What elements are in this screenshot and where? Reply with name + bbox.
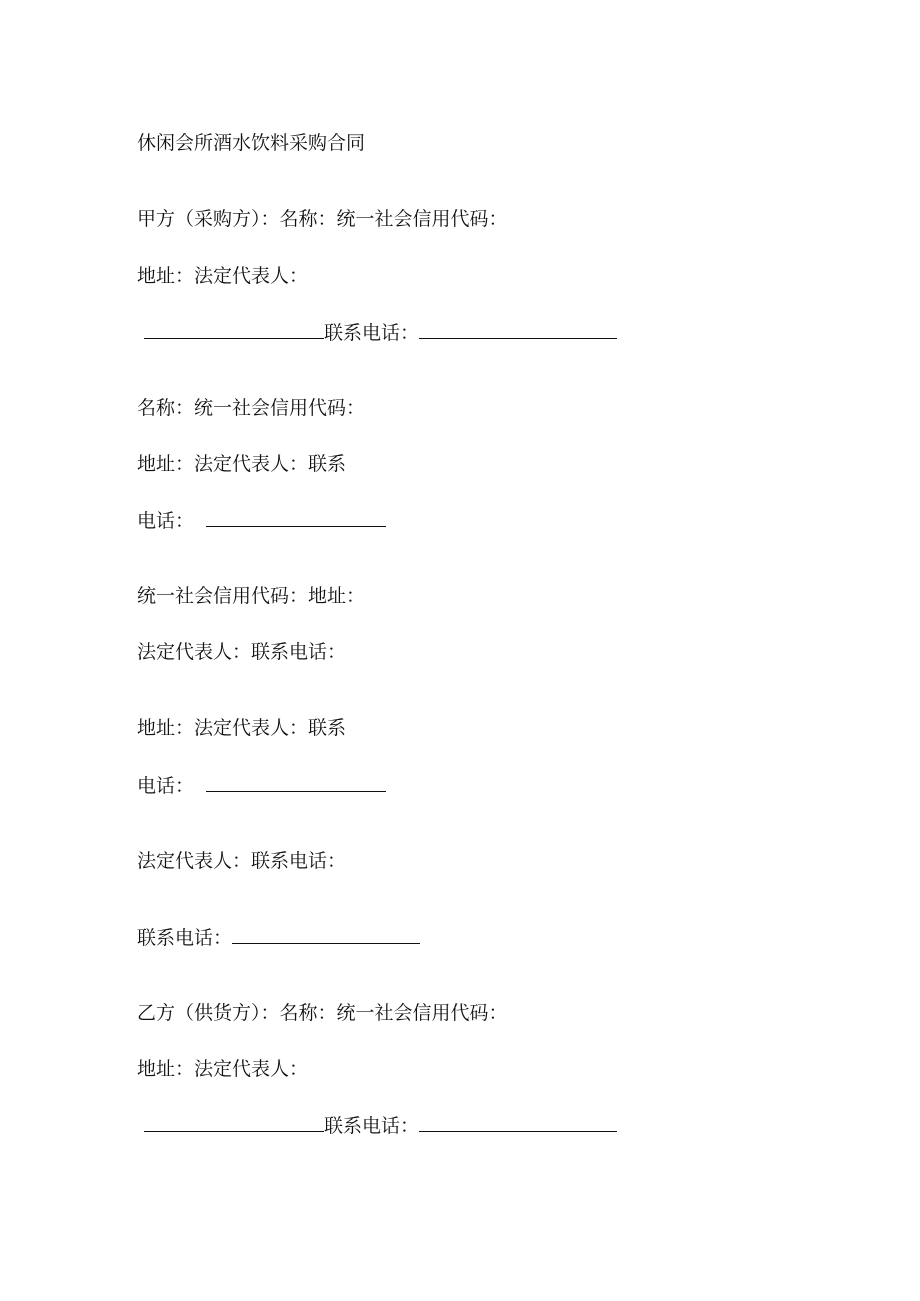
address-rep-contact-line: 地址：法定代表人：联系 — [137, 453, 347, 475]
party-b-heading: 乙方（供货方）：名称：统一社会信用代码： — [137, 1002, 508, 1024]
contact-phone-line — [137, 925, 420, 950]
blank-field — [419, 320, 617, 339]
contact-label: 联系电话： — [324, 322, 420, 344]
blank-field — [206, 508, 386, 527]
party-b-contact-line — [144, 1113, 617, 1138]
party-b-address-line: 地址：法定代表人： — [137, 1058, 309, 1080]
blank-field — [419, 1113, 617, 1132]
phone-label: 电话： — [137, 775, 195, 797]
phone-line-2 — [137, 773, 386, 798]
party-a-heading: 甲方（采购方）：名称：统一社会信用代码： — [137, 208, 508, 230]
contact-label: 联系电话： — [324, 1115, 420, 1137]
document-title: 休闲会所酒水饮料采购合同 — [137, 132, 366, 154]
name-credit-line: 名称：统一社会信用代码： — [137, 397, 366, 419]
address-rep-contact-line-2: 地址：法定代表人：联系 — [137, 717, 347, 739]
party-a-contact-line — [144, 320, 617, 345]
blank-field — [144, 1113, 324, 1132]
contact-phone-label: 联系电话： — [137, 927, 233, 949]
blank-field — [206, 773, 386, 792]
phone-line — [137, 508, 386, 533]
phone-label: 电话： — [137, 510, 195, 532]
blank-field — [144, 320, 324, 339]
party-a-address-line: 地址：法定代表人： — [137, 265, 309, 287]
blank-field — [232, 925, 420, 944]
rep-contact-phone-line: 法定代表人：联系电话： — [137, 641, 347, 663]
rep-contact-phone-line-2: 法定代表人：联系电话： — [137, 850, 347, 872]
credit-address-line: 统一社会信用代码：地址： — [137, 585, 366, 607]
